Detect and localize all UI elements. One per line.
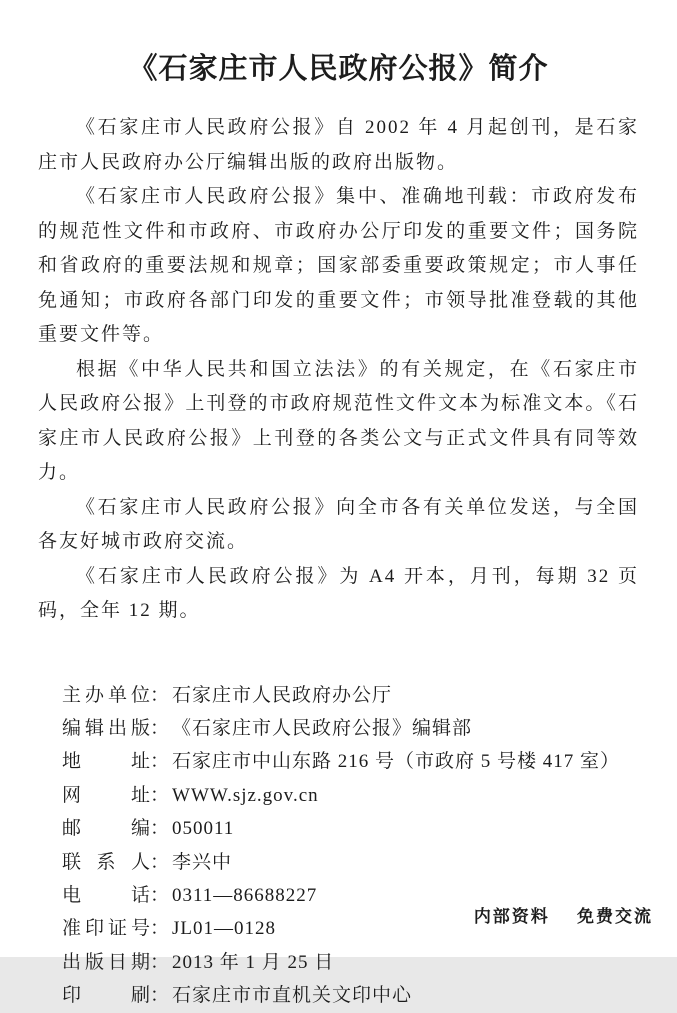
document-body bbox=[38, 111, 639, 629]
info-label: 地址 bbox=[62, 751, 150, 773]
body-paragraph: 《石家庄市人民政府公报》自 2002 年 4 月起创刊，是石家庄市人民政府办公厅编辑出版的政府出版物。 bbox=[38, 117, 639, 173]
info-label: 准印证号 bbox=[62, 918, 150, 940]
body-paragraph: 根据《中华人民共和国立法法》的有关规定，在《石家庄市人民政府公报》上刊登的市政府规范性文件文本为标准文本。《石家庄市人民政府公报》上刊登的各类公文与正式文件具有同等效力。 bbox=[38, 358, 639, 483]
info-row-contact bbox=[62, 846, 639, 879]
footer-note-free-exchange: 免费交流 bbox=[577, 907, 653, 926]
info-row-publisher bbox=[62, 679, 639, 712]
info-colon: ： bbox=[150, 818, 171, 840]
info-value: WWW.sjz.gov.cn bbox=[172, 784, 319, 806]
footer-note bbox=[474, 902, 653, 927]
info-value: 2013 年 1 月 25 日 bbox=[172, 951, 335, 973]
info-label: 出版日期 bbox=[62, 951, 150, 973]
info-row-website bbox=[62, 779, 639, 812]
body-paragraph: 《石家庄市人民政府公报》集中、准确地刊载：市政府发布的规范性文件和市政府、市政府办公厅印发的重要文件；国务院和省政府的重要法规和规章；国家部委重要政策规定；市人事任免通知；市政府各部门印发的重要文件；市领导批准登载的其他重要文件等。 bbox=[38, 186, 639, 345]
info-value: 0311—86688227 bbox=[172, 884, 318, 906]
info-row-printer bbox=[62, 979, 639, 1012]
publication-info-list bbox=[62, 679, 639, 1013]
footer-note-internal: 内部资料 bbox=[473, 907, 550, 926]
info-label: 主办单位 bbox=[62, 684, 150, 706]
info-colon: ： bbox=[150, 784, 171, 806]
info-value: 李兴中 bbox=[172, 851, 233, 873]
info-value: 《石家庄市人民政府公报》编辑部 bbox=[172, 717, 473, 739]
info-value: JL01—0128 bbox=[172, 918, 277, 940]
info-value: 050011 bbox=[172, 818, 235, 840]
info-colon: ： bbox=[150, 851, 171, 873]
info-colon: ： bbox=[150, 751, 171, 773]
info-colon: ： bbox=[150, 717, 171, 739]
body-paragraph: 《石家庄市人民政府公报》向全市各有关单位发送，与全国各友好城市政府交流。 bbox=[38, 496, 639, 552]
info-value: 石家庄市市直机关文印中心 bbox=[172, 985, 413, 1007]
body-paragraph: 《石家庄市人民政府公报》为 A4 开本，月刊，每期 32 页码，全年 12 期。 bbox=[38, 565, 639, 621]
info-label: 电话 bbox=[62, 884, 150, 906]
info-label: 编辑出版 bbox=[62, 717, 150, 739]
info-colon: ： bbox=[150, 985, 171, 1007]
info-label: 网址 bbox=[62, 784, 150, 806]
info-row-address bbox=[62, 745, 639, 778]
info-colon: ： bbox=[150, 918, 171, 940]
info-row-postcode bbox=[62, 812, 639, 845]
info-row-pubdate bbox=[62, 946, 639, 979]
page-title: 《石家庄市人民政府公报》简介 bbox=[128, 53, 549, 85]
info-value: 石家庄市人民政府办公厅 bbox=[172, 684, 393, 706]
info-colon: ： bbox=[150, 684, 171, 706]
info-label: 联系人 bbox=[62, 851, 150, 873]
info-label: 印刷 bbox=[62, 985, 150, 1007]
info-row-editor bbox=[62, 712, 639, 745]
info-colon: ： bbox=[150, 884, 171, 906]
info-colon: ： bbox=[150, 951, 171, 973]
info-value: 石家庄市中山东路 216 号（市政府 5 号楼 417 室） bbox=[172, 751, 621, 773]
info-label: 邮编 bbox=[62, 818, 150, 840]
